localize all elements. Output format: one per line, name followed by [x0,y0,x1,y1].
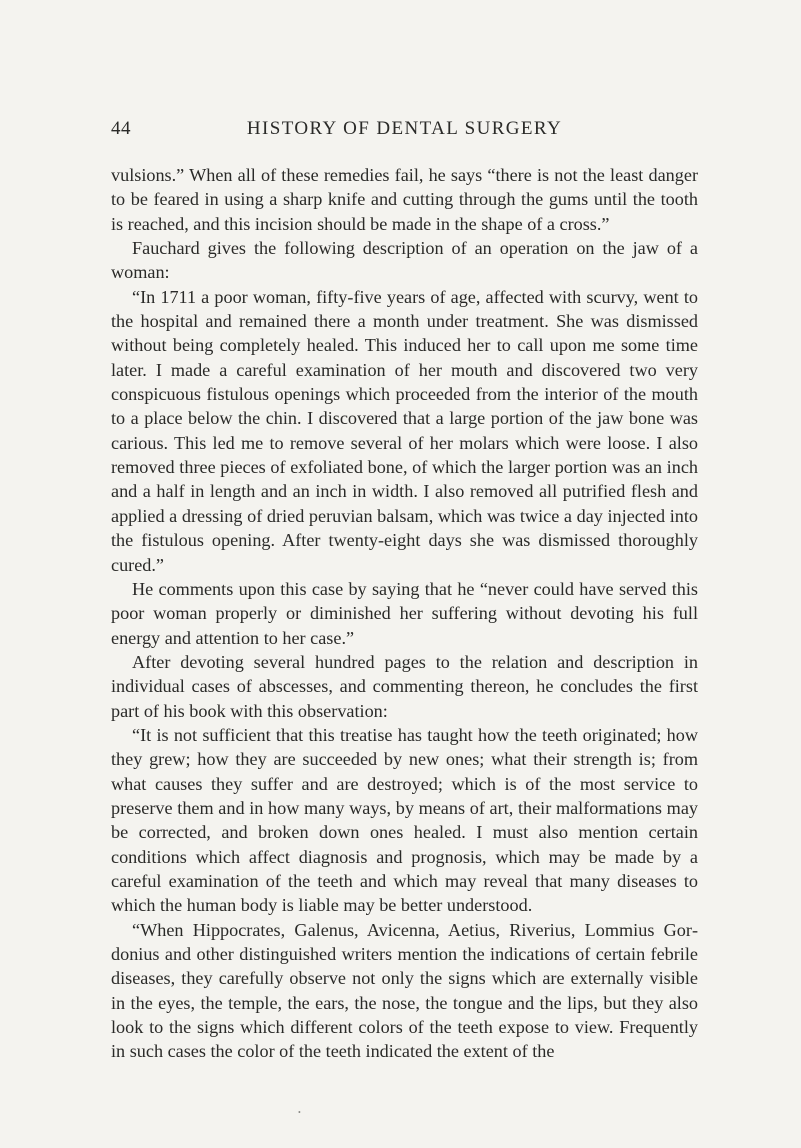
paragraph-quote: “It is not sufficient that this treatise has taught how the teeth originated; how they grew; how they are succeeded by new ones; what their strength is; from what causes they suffer and are destroyed; which is of the most service to preserve them and in how many ways, by means of art, their malformations may be corrected, and broken down ones healed. I must also mention certain conditions which affect diagnosis and prognosis, which may be made by a careful examination of the teeth and which may reveal that many diseases to which the human body is liable may be better understood. [111,724,698,916]
paragraph: Fauchard gives the following description of an operation on the jaw of a woman: [111,238,698,283]
body-text [111,163,698,1064]
paragraph-continuation: vulsions.” When all of these remedies fail, he says “there is not the least danger to be feared in using a sharp knife and cutting through the gums until the tooth is reached, and this incision should be made in the shape of a cross.” [111,165,698,234]
paragraph-quote: “In 1711 a poor woman, fifty-five years of age, affected with scurvy, went to the hospital and remained there a month under treatment. She was dismissed without being completely healed. This induced her to call upon me some time later. I made a careful examination of her mouth and discovered two very conspicuous fistulous openings which proceeded from the interior of the mouth to a place below the chin. I discovered that a large portion of the jaw bone was carious. This led me to remove several of her molars which were loose. I also removed three pieces of exfoliated bone, of which the larger portion was an inch and a half in length and an inch in width. I also removed all putrified flesh and applied a dressing of dried peruvian balsam, which was twice a day injected into the fistulous opening. After twenty-eight days she was dismissed thoroughly cured.” [111,286,698,575]
paragraph: He comments upon this case by saying that he “never could have served this poor woman properly or diminished her suffering without devoting his full energy and attention to her case.” [111,578,698,648]
footer-mark: • [298,1108,301,1117]
paragraph-quote: “When Hippocrates, Galenus, Avicenna, Aetius, Riverius, Lommius Gordonius and other distinguished writers mention the indications of certain febrile diseases, they carefully observe not only the signs which are externally visible in the eyes, the temple, the ears, the nose, the tongue and the lips, but they also look to the signs which different colors of the teeth expose to view. Frequently in such cases the color of the teeth indicated the extent of the [111,919,698,1062]
page-number: 44 [111,118,131,139]
page-header [111,118,698,142]
running-title: HISTORY OF DENTAL SURGERY [246,118,563,139]
paragraph: After devoting several hundred pages to the relation and description in individual cases of abscesses, and commenting thereon, he concludes the first part of his book with this observation: [111,651,698,721]
